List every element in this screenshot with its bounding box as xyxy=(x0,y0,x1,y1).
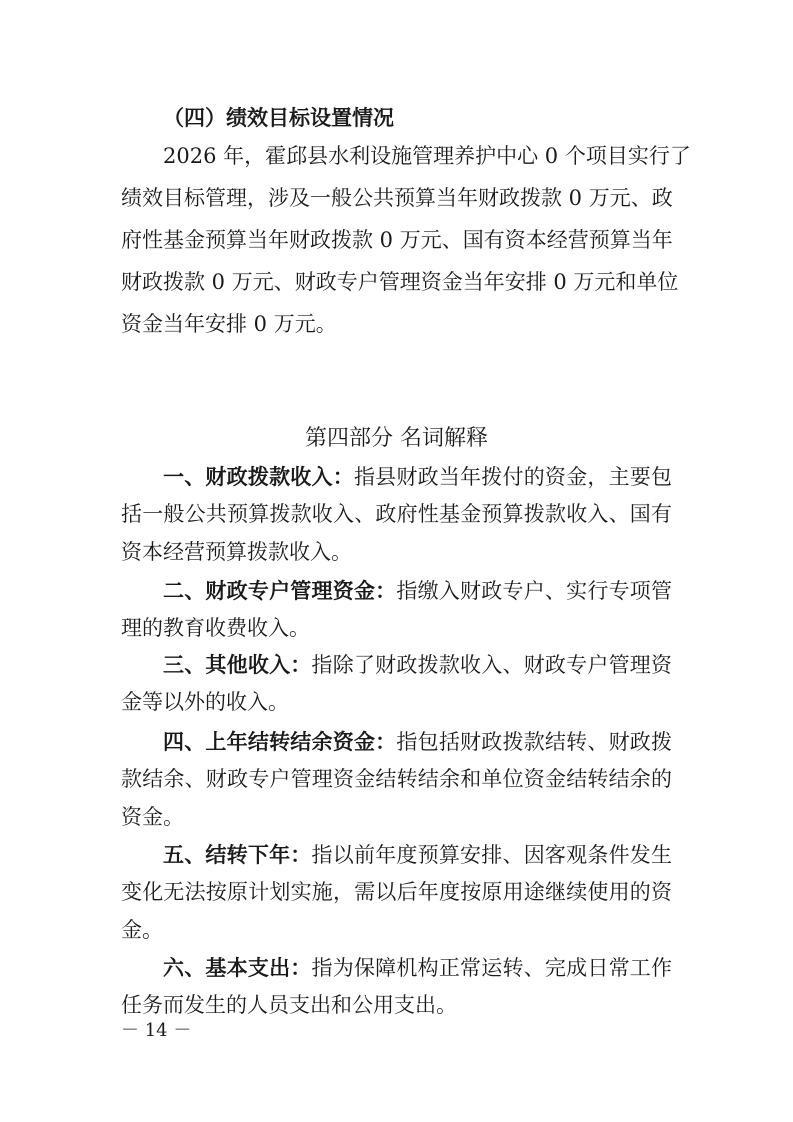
definition-text: 指县财政当年拨付的资金，主要包 xyxy=(353,465,673,489)
page-number: － 14 － xyxy=(121,1020,192,1041)
paragraph-line: 资金当年安排 0 万元。 xyxy=(121,312,337,336)
section-heading: （四）绩效目标设置情况 xyxy=(163,106,394,130)
paragraph-line: 府性基金预算当年财政拨款 0 万元、国有资本经营预算当年 xyxy=(121,228,673,252)
definition-line xyxy=(163,953,672,983)
paragraph-line: 2026 年，霍邱县水利设施管理养护中心 0 个项目实行了 xyxy=(163,144,691,168)
definition-text: 指除了财政拨款收入、财政专户管理资 xyxy=(311,653,673,677)
definition-line xyxy=(163,650,672,680)
definition-line: 金。 xyxy=(121,917,163,942)
definition-line: 资金。 xyxy=(121,804,184,829)
definition-line: 金等以外的收入。 xyxy=(121,690,289,715)
definition-line xyxy=(163,727,672,757)
definition-term: 二、财政专户管理资金： xyxy=(163,579,397,603)
definition-line: 变化无法按原计划实施，需以后年度按原用途继续使用的资 xyxy=(121,880,672,905)
definition-line: 任务而发生的人员支出和公用支出。 xyxy=(121,993,457,1018)
definition-term: 五、结转下年： xyxy=(163,843,312,867)
definition-term: 三、其他收入： xyxy=(163,653,312,677)
definition-term: 六、基本支出： xyxy=(163,956,312,980)
definition-text: 指为保障机构正常运转、完成日常工作 xyxy=(311,956,673,980)
paragraph-line: 绩效目标管理，涉及一般公共预算当年财政拨款 0 万元、政 xyxy=(121,186,673,210)
paragraph-line: 财政拨款 0 万元、财政专户管理资金当年安排 0 万元和单位 xyxy=(121,270,679,294)
definition-text: 指包括财政拨款结转、财政拨 xyxy=(396,730,672,754)
definition-text: 指以前年度预算安排、因客观条件发生 xyxy=(311,843,673,867)
part-title: 第四部分 名词解释 xyxy=(305,426,488,451)
definition-term: 一、财政拨款收入： xyxy=(163,465,354,489)
definition-text: 指缴入财政专户、实行专项管 xyxy=(396,579,672,603)
definition-line xyxy=(163,462,672,492)
definition-line: 括一般公共预算拨款收入、政府性基金预算拨款收入、国有 xyxy=(121,502,672,527)
definition-line: 理的教育收费收入。 xyxy=(121,616,310,641)
definition-line xyxy=(163,840,672,870)
definition-line: 资本经营预算拨款收入。 xyxy=(121,539,352,564)
definition-line: 款结余、财政专户管理资金结转结余和单位资金结转结余的 xyxy=(121,767,672,792)
definition-line xyxy=(163,576,672,606)
definition-term: 四、上年结转结余资金： xyxy=(163,730,397,754)
